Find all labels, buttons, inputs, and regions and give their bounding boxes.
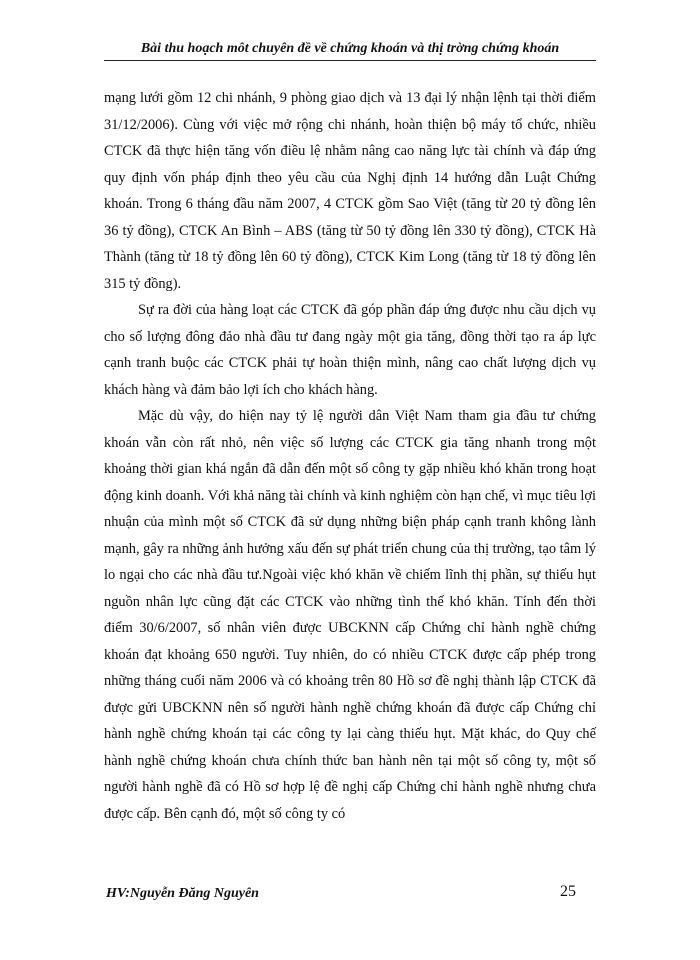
header-divider: [104, 60, 596, 61]
page-header-title: Bài thu hoạch môt chuyên đề về chứng khoán và thị trờng chứng khoán: [140, 41, 560, 56]
paragraph-2: Sự ra đời của hàng loạt các CTCK đã góp phần đáp ứng được nhu cầu dịch vụ cho số lượng đông đảo nhà đầu tư đang ngày một gia tăng, đồng thời tạo ra áp lực cạnh tranh buộc các CTCK phải tự hoàn thiện mình, nâng cao chất lượng dịch vụ khách hàng và đảm bảo lợi ích cho khách hàng.: [104, 302, 596, 398]
footer-author: HV:Nguyễn Đăng Nguyên: [106, 886, 259, 901]
page-body: [104, 85, 596, 827]
paragraph-1: mạng lưới gồm 12 chi nhánh, 9 phòng giao dịch và 13 đại lý nhận lệnh tại thời điểm 31/12/2006). Cùng với việc mở rộng chi nhánh, hoàn thiện bộ máy tổ chức, nhiều CTCK đã thực hiện tăng vốn điều lệ nhằm nâng cao năng lực tài chính và đáp ứng quy định vốn pháp định theo yêu cầu của Nghị định 14 hướng dẫn Luật Chứng khoán. Trong 6 tháng đầu năm 2007, 4 CTCK gồm Sao Việt (tăng từ 20 tỷ đồng lên 36 tỷ đồng), CTCK An Bình – ABS (tăng từ 50 tỷ đồng lên 330 tỷ đồng), CTCK Hà Thành (tăng từ 18 tỷ đồng lên 60 tỷ đồng), CTCK Kim Long (tăng từ 18 tỷ đồng lên 315 tỷ đồng).: [104, 90, 596, 292]
page-number: 25: [560, 883, 576, 900]
paragraph-3: Mặc dù vậy, do hiện nay tỷ lệ người dân Việt Nam tham gia đầu tư chứng khoán vẫn còn rất nhỏ, nên việc số lượng các CTCK gia tăng nhanh trong một khoảng thời gian khá ngắn đã dẫn đến một số công ty gặp nhiều khó khăn trong hoạt động kinh doanh. Với khả năng tài chính và kinh nghiệm còn hạn chế, vì mục tiêu lợi nhuận của mình một số CTCK đã sử dụng những biện pháp cạnh tranh không lành mạnh, gây ra những ảnh hưởng xấu đến sự phát triển chung của thị trường, tạo tâm lý lo ngại cho các nhà đầu tư.Ngoài việc khó khăn về chiếm lĩnh thị phần, sự thiếu hụt nguồn nhân lực cũng đặt các CTCK vào những tình thế khó khăn. Tính đến thời điểm 30/6/2007, số nhân viên được UBCKNN cấp Chứng chỉ hành nghề chứng khoán đạt khoảng 650 người. Tuy nhiên, do có nhiều CTCK được cấp phép trong những tháng cuối năm 2006 và có khoảng trên 80 Hồ sơ đề nghị thành lập CTCK đã được gửi UBCKNN nên số người hành nghề chứng khoán đã được cấp Chứng chỉ hành nghề chứng khoán tại các công ty lại càng thiếu hụt. Mặt khác, do Quy chế hành nghề chứng khoán chưa chính thức ban hành nên tại một số công ty, một số người hành nghề đã có Hồ sơ hợp lệ đề nghị cấp Chứng chỉ hành nghề nhưng chưa được cấp. Bên cạnh đó, một số công ty có: [104, 408, 597, 822]
